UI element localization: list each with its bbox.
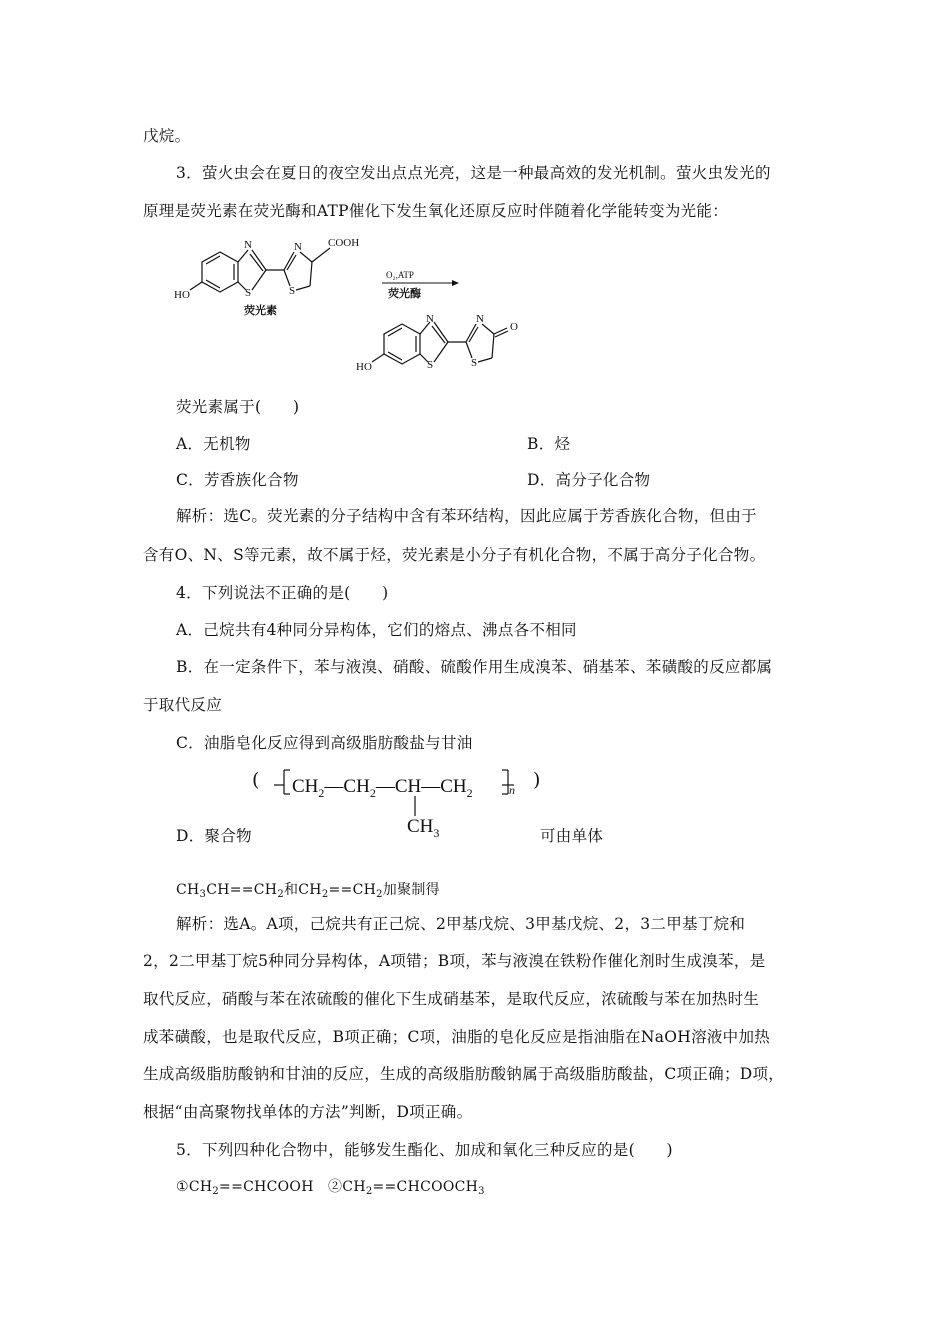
question-3-option-a: A．无机物 [176,435,251,453]
conditions-top: O₂,ATP [386,270,414,280]
product-n1: N [426,313,434,325]
polymer-branch: $CH_3$ [407,816,440,840]
polymer-right-paren: ) [533,769,541,791]
line-wu-wan: 戊烷。 [143,127,191,145]
question-4-option-d-tail: 可由单体 [540,827,604,845]
question-4-stem: 4．下列说法不正确的是( ) [176,584,389,602]
question-3-option-c: C．芳香族化合物 [176,471,299,489]
luciferin-cooh: COOH [328,237,360,249]
answer-4-line-6: 根据“由高聚物找单体的方法”判断，D项正确。 [143,1103,473,1121]
product-s1: S [427,359,434,371]
answer-3-line-1: 解析：选C。荧光素的分子结构中含有苯环结构，因此应属于芳香族化合物，但由于 [176,507,757,525]
luciferin-name-label: 荧光素 [244,304,277,317]
luciferin-n1: N [244,239,252,251]
question-3-line-2: 原理是荧光素在荧光酶和ATP催化下发生氧化还原反应时伴随着化学能转变为光能： [143,202,729,220]
product-n2: N [476,313,484,325]
question-5-options: $①CH_2==CHCOOH$ $②CH_2==CHCOOCH_3$ [176,1179,485,1197]
question-3-option-d: D．高分子化合物 [527,471,651,489]
polymer-n: n [509,783,515,797]
polymer-left-paren: ( [252,769,260,791]
question-4-option-d-monomers: $CH_3CH==CH_2$和$CH_2==CH_2$加聚制得 [176,882,440,900]
luciferin-s1: S [245,287,252,299]
product-s2: S [471,357,478,369]
oxyluciferin-structure [352,312,532,387]
luciferin-s2: S [289,285,296,297]
question-4-option-b-line-2: 于取代反应 [143,696,223,714]
product-ho: HO [356,361,372,373]
question-3-stem: 荧光素属于( ) [176,398,300,416]
product-o: O [510,321,518,333]
luciferin-structure [170,230,380,320]
polymer-structure [270,760,530,840]
question-4-option-c: C．油脂皂化反应得到高级脂肪酸盐与甘油 [176,734,473,752]
answer-4-line-3: 取代反应，硝酸与苯在浓硫酸的催化下生成硝基苯，是取代反应，浓硫酸与苯在加热时生 [143,990,760,1008]
answer-4-line-1: 解析：选A。A项，己烷共有正己烷、2甲基戊烷、3甲基戊烷、2，3二甲基丁烷和 [176,915,746,933]
reaction-arrow [380,266,460,306]
question-4-option-d: D．聚合物 [176,827,252,845]
luciferin-ho: HO [174,289,190,301]
question-5-stem: 5．下列四种化合物中，能够发生酯化、加成和氧化三种反应的是( ) [176,1141,673,1159]
conditions-bottom: 荧光酶 [388,287,421,300]
polymer-chain: $CH_2—CH_2—CH—CH_2$ [292,776,473,800]
answer-3-line-2: 含有O、N、S等元素，故不属于烃，荧光素是小分子有机化合物，不属于高分子化合物。 [143,546,766,564]
question-4-option-a: A．己烷共有4种同分异构体，它们的熔点、沸点各不相同 [176,621,577,639]
luciferin-n2: N [294,241,302,253]
question-4-option-b-line-1: B．在一定条件下，苯与液溴、硝酸、硫酸作用生成溴苯、硝基苯、苯磺酸的反应都属 [176,658,773,676]
question-3-line-1: 3．萤火虫会在夏日的夜空发出点点光亮，这是一种最高效的发光机制。萤火虫发光的 [176,164,771,182]
answer-4-line-5: 生成高级脂肪酸钠和甘油的反应，生成的高级脂肪酸钠属于高级脂肪酸盐，C项正确；D项， [143,1065,785,1083]
answer-4-line-2: 2，2二甲基丁烷5种同分异构体，A项错；B项，苯与液溴在铁粉作催化剂时生成溴苯，是 [143,952,766,970]
answer-4-line-4: 成苯磺酸，也是取代反应，B项正确；C项，油脂的皂化反应是指油脂在NaOH溶液中加热 [143,1028,771,1046]
question-3-option-b: B．烃 [527,435,571,453]
